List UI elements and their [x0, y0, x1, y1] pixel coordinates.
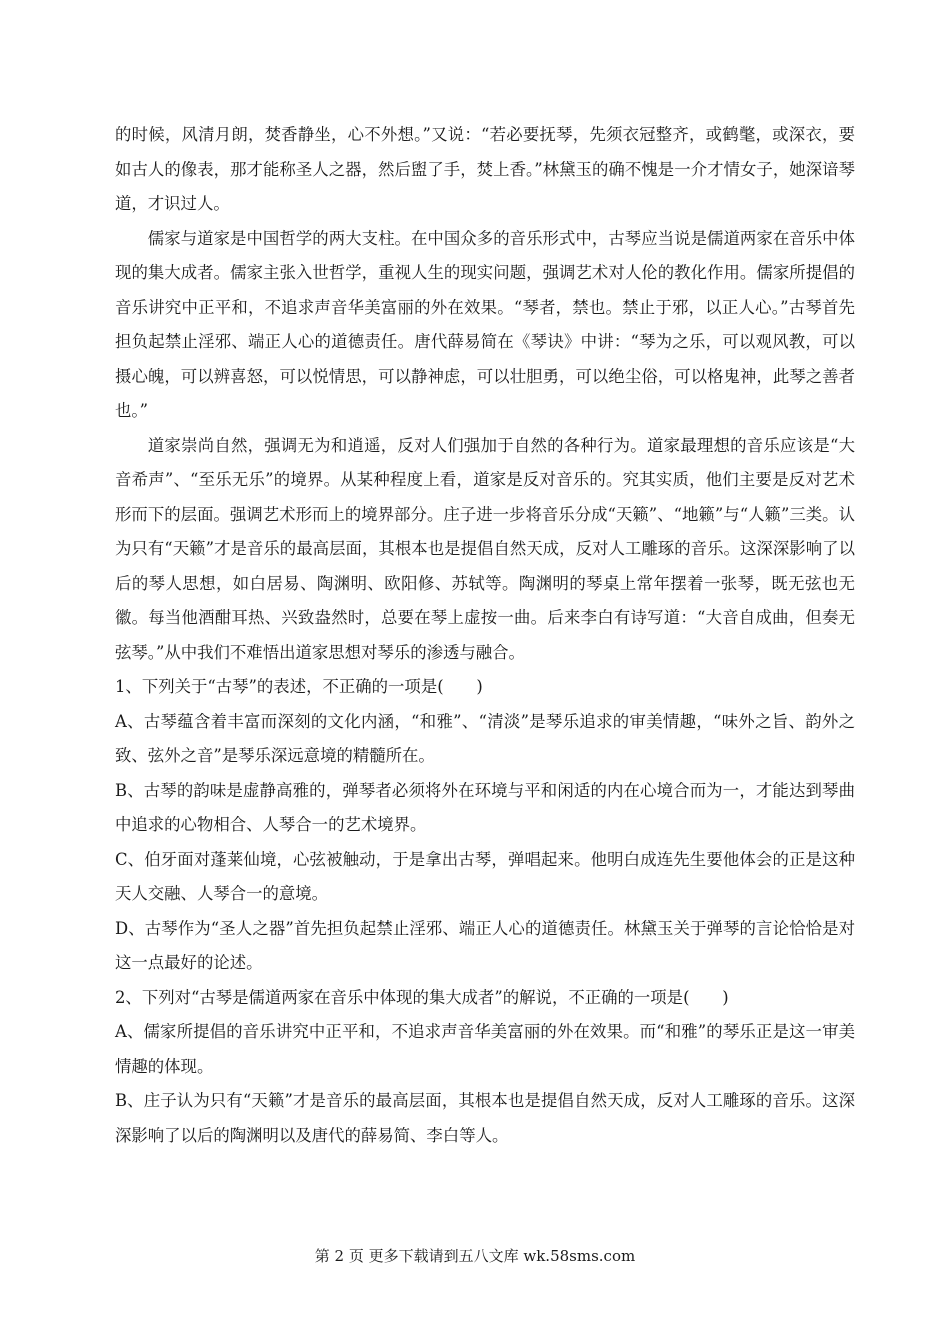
question-1-option-b: B、古琴的韵味是虚静高雅的，弹琴者必须将外在环境与平和闲适的内在心境合而为一，才能达到琴曲中追求的心物相合、人琴合一的艺术境界。 — [115, 780, 855, 834]
question-2-option-a: A、儒家所提倡的音乐讲究中正平和，不追求声音华美富丽的外在效果。而“和雅”的琴乐正是这一审美情趣的体现。 — [115, 1022, 855, 1076]
page-content — [115, 118, 855, 1153]
question-1-stem: 1、下列关于“古琴”的表述，不正确的一项是( ) — [115, 677, 483, 696]
question-2-option-b: B、庄子认为只有“天籁”才是音乐的最高层面，其根本也是提倡自然天成，反对人工雕琢的音乐。这深深影响了以后的陶渊明以及唐代的薛易简、李白等人。 — [115, 1091, 855, 1145]
paragraph-continuation: 的时候，风清月朗，焚香静坐，心不外想。”又说：“若必要抚琴，先须衣冠整齐，或鹤氅，或深衣，要如古人的像表，那才能称圣人之器，然后盥了手，焚上香。”林黛玉的确不愧是一介才情女子，她深谙琴道，才识过人。 — [115, 125, 855, 213]
question-1-option-d: D、古琴作为“圣人之器”首先担负起禁止淫邪、端正人心的道德责任。林黛玉关于弹琴的言论恰恰是对这一点最好的论述。 — [115, 918, 855, 972]
paragraph-taoist: 道家崇尚自然，强调无为和逍遥，反对人们强加于自然的各种行为。道家最理想的音乐应该是“大音希声”、“至乐无乐”的境界。从某种程度上看，道家是反对音乐的。究其实质，他们主要是反对艺术形而下的层面。强调艺术形而上的境界部分。庄子进一步将音乐分成“天籁”、“地籁”与“人籁”三类。认为只有“天籁”才是音乐的最高层面，其根本也是提倡自然天成，反对人工雕琢的音乐。这深深影响了以后的琴人思想，如白居易、陶渊明、欧阳修、苏轼等。陶渊明的琴桌上常年摆着一张琴，既无弦也无徽。每当他酒酣耳热、兴致盎然时，总要在琴上虚按一曲。后来李白有诗写道：“大音自成曲，但奏无弦琴。”从中我们不难悟出道家思想对琴乐的渗透与融合。 — [115, 435, 855, 662]
page-footer: 第 2 页 更多下载请到五八文库 wk.58sms.com — [314, 1247, 636, 1265]
question-2-stem: 2、下列对“古琴是儒道两家在音乐中体现的集大成者”的解说，不正确的一项是( ) — [115, 987, 729, 1007]
paragraph-confucian-taoist: 儒家与道家是中国哲学的两大支柱。在中国众多的音乐形式中，古琴应当说是儒道两家在音乐中体现的集大成者。儒家主张入世哲学，重视人生的现实问题，强调艺术对人伦的教化作用。儒家所提倡的音乐讲究中正平和，不追求声音华美富丽的外在效果。“琴者，禁也。禁止于邪，以正人心。”古琴首先担负起禁止淫邪、端正人心的道德责任。唐代薛易简在《琴诀》中讲：“琴为之乐，可以观风教，可以摄心魄，可以辨喜怒，可以悦情思，可以静神虑，可以壮胆勇，可以绝尘俗，可以格鬼神，此琴之善者也。” — [115, 228, 855, 420]
question-1-option-a: A、古琴蕴含着丰富而深刻的文化内涵，“和雅”、“清淡”是琴乐追求的审美情趣，“味外之旨、韵外之致、弦外之音”是琴乐深远意境的精髓所在。 — [115, 711, 855, 765]
question-1-option-c: C、伯牙面对蓬莱仙境，心弦被触动，于是拿出古琴，弹唱起来。他明白成连先生要他体会的正是这种天人交融、人琴合一的意境。 — [115, 849, 855, 903]
